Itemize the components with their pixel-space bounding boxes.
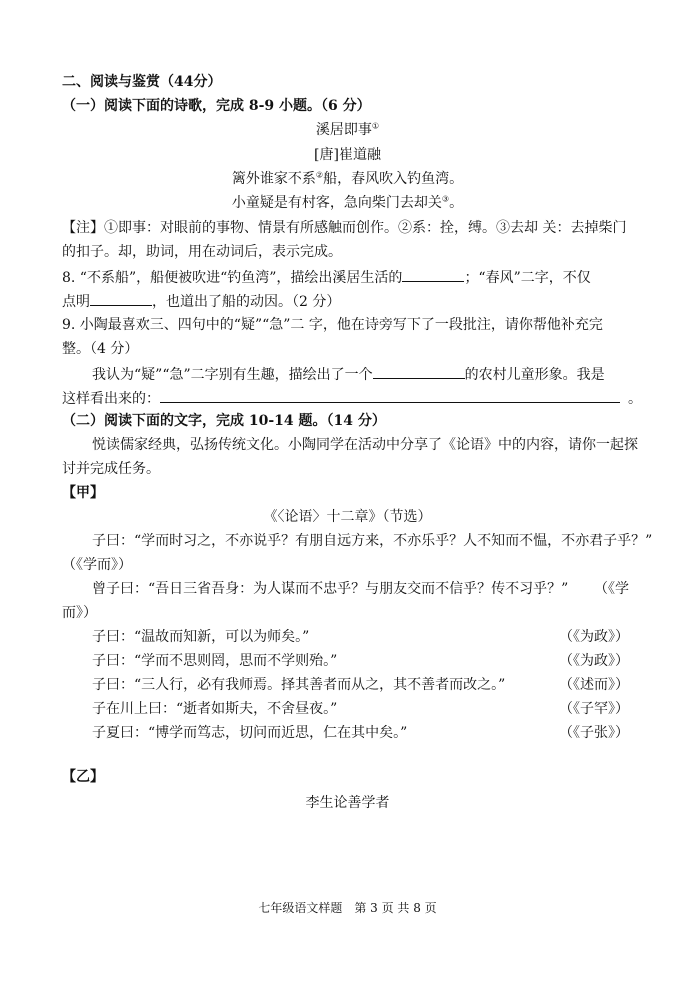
yi-title: 李生论善学者 xyxy=(305,795,390,811)
analects-quote-2-source-b: 而》） xyxy=(62,605,97,621)
answer-blank-8b[interactable] xyxy=(90,290,152,306)
analects-quote-1-source: （《学而》） xyxy=(62,557,132,573)
analects-quote-7-source: （《子张》） xyxy=(559,725,629,741)
question-9-answer-line-1 xyxy=(92,363,605,385)
answer-blank-8a[interactable] xyxy=(402,266,464,282)
part2-intro-line-1: 悦读儒家经典，弘扬传统文化。小陶同学在活动中分享了《论语》中的内容，请你一起探 xyxy=(92,437,638,453)
question-8-text-c: 点明 xyxy=(62,294,90,310)
question-9-answer-text-c: 这样看出来的： xyxy=(62,391,160,407)
poem-title xyxy=(0,120,695,140)
page-footer: 七年级语文样题 第 3 页 共 8 页 xyxy=(258,901,437,915)
poem-line-1-a: 篱外谁家不系 xyxy=(231,171,316,187)
question-9-answer-line-2 xyxy=(62,387,642,409)
analects-quote-3-source: （《为政》） xyxy=(559,629,629,645)
analects-quote-6-source: （《子罕》） xyxy=(559,701,629,717)
poem-line-2-footnote: ③ xyxy=(441,194,450,204)
analects-quote-3: 子曰：“温故而知新，可以为师矣。” xyxy=(92,629,310,645)
question-9-answer-text-a: 我认为“疑”“急”二字别有生趣，描绘出了一个 xyxy=(92,367,373,383)
question-9-answer-text-d: 。 xyxy=(628,391,642,407)
question-9-line-1: 9. 小陶最喜欢三、四句中的“疑”“急”二 字，他在诗旁写下了一段批注，请你帮他补充完 xyxy=(62,317,603,333)
question-8-text-d: ，也道出了船的动因。（2 分） xyxy=(152,294,341,310)
poem-title-footnote: ① xyxy=(371,121,380,131)
part2-heading: （二）阅读下面的文字，完成 10-14 题。（14 分） xyxy=(62,413,386,429)
poem-line-2-a: 小童疑是有村客，急向柴门去却关 xyxy=(231,195,442,211)
analects-quote-5: 子曰：“三人行，必有我师焉。择其善者而从之，其不善者而改之。” xyxy=(92,677,506,693)
jia-title: 《〈论语〉十二章》（节选） xyxy=(263,509,432,525)
section-jia-label: 【甲】 xyxy=(62,485,104,501)
poem-line-1-b: 船，春风吹入钓鱼湾。 xyxy=(323,171,464,187)
poem-line-2-b: 。 xyxy=(449,195,464,211)
answer-blank-9b[interactable] xyxy=(160,387,620,403)
question-8-text-a: 8. “不系船”，船便被吹进“钓鱼湾”，描绘出溪居生活的 xyxy=(62,270,403,286)
poem-line-1 xyxy=(0,169,695,189)
analects-quote-2-line-1: 曾子曰：“吾日三省吾身：为人谋而不忠乎？与朋友交而不信乎？传不习乎？” xyxy=(92,581,569,597)
poem-notes-line-2: 的扣子。却，助词，用在动词后，表示完成。 xyxy=(62,244,342,260)
section-yi-label: 【乙】 xyxy=(62,769,104,785)
question-9-answer-text-b: 的农村儿童形象。我是 xyxy=(464,367,605,383)
poem-line-2 xyxy=(0,193,695,213)
question-8-line-1 xyxy=(62,266,591,288)
poem-title-text: 溪居即事 xyxy=(315,122,372,138)
analects-quote-4-source: （《为政》） xyxy=(559,653,629,669)
analects-quote-7: 子夏曰：“博学而笃志，切问而近思，仁在其中矣。” xyxy=(92,725,408,741)
poem-author: [唐]崔道融 xyxy=(314,147,381,163)
poem-notes-line-1: 【注】①即事：对眼前的事物、情景有所感触而创作。②系：拴，缚。③去却 关：去掉柴门 xyxy=(62,220,627,236)
analects-quote-2-source-a: （《学 xyxy=(594,581,629,597)
analects-quote-1-line-1: 子曰：“学而时习之，不亦说乎？有朋自远方来，不亦乐乎？人不知而不愠，不亦君子乎？” xyxy=(92,533,653,549)
part2-intro-line-2: 讨并完成任务。 xyxy=(62,461,160,477)
question-8-text-b: ；“春风”二字，不仅 xyxy=(464,270,591,286)
analects-quote-5-source: （《述而》） xyxy=(559,677,629,693)
part1-heading: （一）阅读下面的诗歌，完成 8-9 小题。（6 分） xyxy=(62,98,371,114)
section2-heading: 二、阅读与鉴赏（44分） xyxy=(62,74,222,90)
analects-quote-6: 子在川上曰：“逝者如斯夫，不舍昼夜。” xyxy=(92,701,338,717)
analects-quote-4: 子曰：“学而不思则罔，思而不学则殆。” xyxy=(92,653,338,669)
question-9-line-2: 整。（4 分） xyxy=(62,341,139,357)
answer-blank-9a[interactable] xyxy=(373,363,465,379)
poem-line-1-footnote: ② xyxy=(315,170,324,180)
question-8-line-2 xyxy=(62,290,340,312)
